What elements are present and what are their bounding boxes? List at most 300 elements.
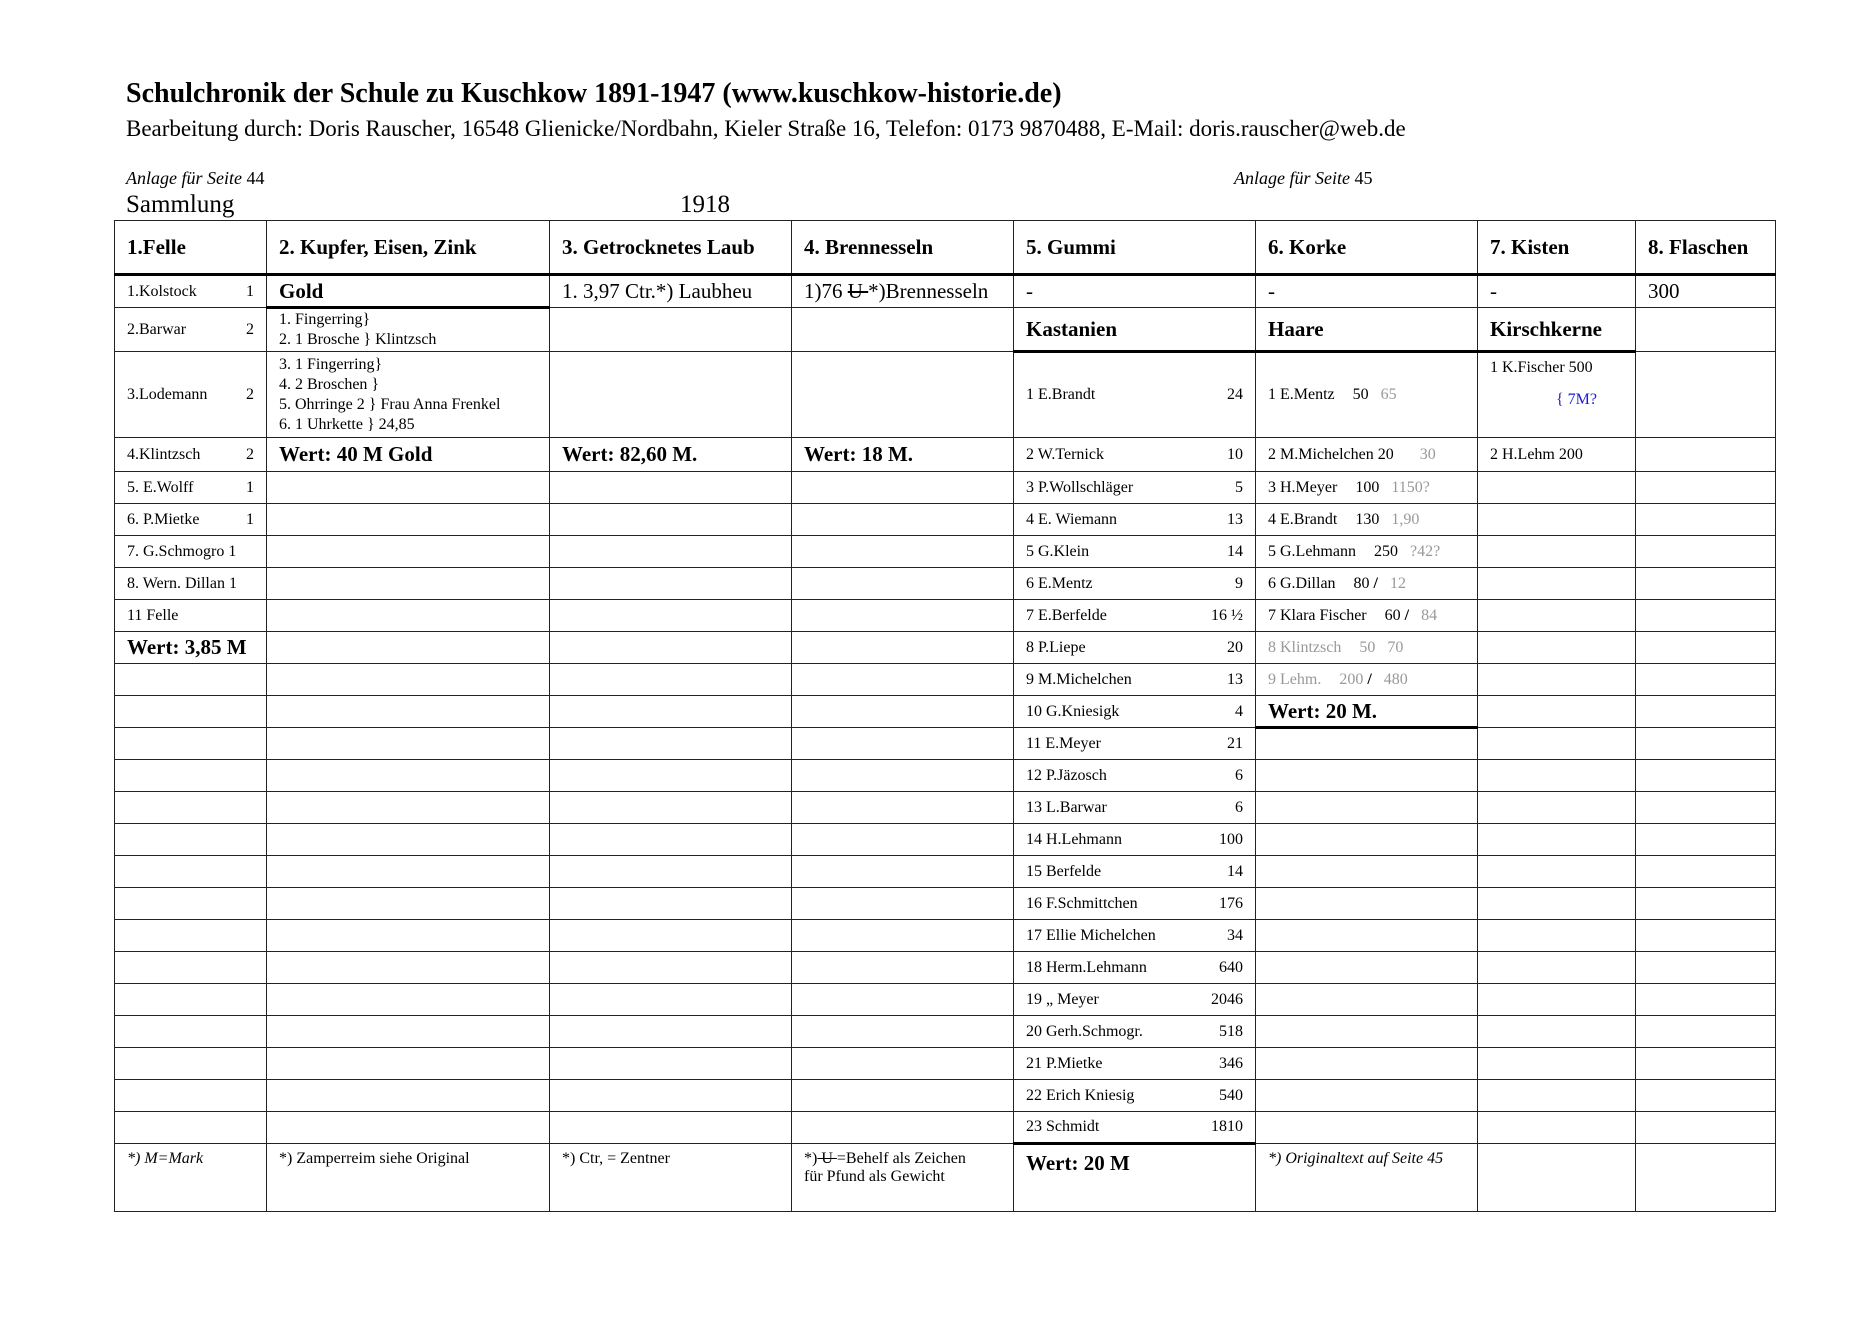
table-cell (1636, 760, 1776, 792)
entry-note: 65 (1380, 386, 1397, 403)
table-cell (115, 920, 267, 952)
entry-name: 23 Schmidt (1026, 1118, 1100, 1135)
kastanien-entry (1014, 600, 1256, 632)
table-row (115, 600, 1776, 632)
kastanien-entry (1014, 792, 1256, 824)
kastanien-entry (1014, 1112, 1256, 1144)
table-cell (1478, 1112, 1636, 1144)
table-cell (267, 696, 550, 728)
entry-name: 6. P.Mietke (127, 510, 200, 528)
felle-entry (115, 472, 267, 504)
entry-name: 4 E. Wiemann (1026, 510, 1118, 528)
entry-value: 1 (246, 478, 254, 496)
kupfer-lines: 1. Fingerring} 2. 1 Brosche } Klintzsch (279, 311, 437, 348)
entry-name: 2 W.Ternick (1026, 445, 1104, 463)
table-cell (792, 952, 1014, 984)
entry-name: 14 H.Lehmann (1026, 830, 1122, 848)
table-cell (115, 696, 267, 728)
column-header: 6. Korke (1256, 221, 1478, 275)
table-cell (792, 856, 1014, 888)
entry-value: 130 (1355, 510, 1380, 528)
table-cell (1256, 1016, 1478, 1048)
document-subtitle: Bearbeitung durch: Doris Rauscher, 16548 Glienicke/Nordbahn, Kieler Straße 16, Telefon: 0173 9870488, E-Mail: doris.rauscher@web.de (126, 116, 1406, 141)
table-cell (267, 600, 550, 632)
table-cell (267, 504, 550, 536)
entry-note: 1,90 (1391, 510, 1420, 528)
kastanien-entry (1014, 352, 1256, 438)
table-cell (1636, 568, 1776, 600)
table-cell (267, 824, 550, 856)
table-cell (267, 1016, 550, 1048)
table-cell (115, 728, 267, 760)
felle-entry (115, 536, 267, 568)
entry-name: 3 P.Wollschläger (1026, 478, 1134, 496)
table-row (115, 632, 1776, 664)
haare-entry (1256, 536, 1478, 568)
table-cell (267, 920, 550, 952)
kastanien-entry (1014, 696, 1256, 728)
table-cell (1636, 952, 1776, 984)
haare-entry (1256, 600, 1478, 632)
table-cell (1636, 856, 1776, 888)
flaschen-value: 300 (1636, 275, 1776, 308)
table-cell (550, 696, 792, 728)
table-cell (267, 728, 550, 760)
entry-value: 24 (1227, 386, 1243, 403)
entry-note: 12 (1390, 574, 1406, 592)
entry-value: 2046 (1211, 990, 1243, 1008)
felle-entry (115, 568, 267, 600)
entry-name: 2.Barwar (127, 320, 187, 338)
entry-note: ?42? (1409, 542, 1441, 560)
felle-entry (115, 438, 267, 472)
table-cell (1256, 760, 1478, 792)
kastanien-entry (1014, 920, 1256, 952)
entry-name: 11 E.Meyer (1026, 734, 1101, 752)
table-cell (792, 888, 1014, 920)
table-cell (1478, 984, 1636, 1016)
table-cell (550, 600, 792, 632)
table-cell (792, 792, 1014, 824)
table-cell (1636, 504, 1776, 536)
table-cell (792, 984, 1014, 1016)
entry-name: 3 H.Meyer (1268, 478, 1338, 496)
entry-value: 540 (1219, 1086, 1243, 1104)
entry-value: 13 (1227, 670, 1243, 688)
table-cell (792, 568, 1014, 600)
kastanien-entry (1014, 568, 1256, 600)
kastanien-entry (1014, 760, 1256, 792)
table-cell (267, 1048, 550, 1080)
kupfer-lines: 3. 1 Fingerring} 4. 2 Broschen } 5. Ohrringe 2 } Frau Anna Frenkel 6. 1 Uhrkette } 24,85 (279, 355, 501, 433)
annex-right: Anlage für Seite 45 (1234, 168, 1373, 188)
entry-name: 4 E.Brandt (1268, 510, 1338, 528)
table-cell (1478, 1016, 1636, 1048)
table-cell (550, 1112, 792, 1144)
kastanien-entry (1014, 664, 1256, 696)
table-row (115, 792, 1776, 824)
table-row (115, 438, 1776, 472)
table-cell (550, 504, 792, 536)
table-cell (550, 536, 792, 568)
table-cell (550, 1080, 792, 1112)
felle-entry (115, 504, 267, 536)
kirsch-entry: 1 K.Fischer 500 { 7M? (1478, 352, 1636, 438)
entry-value: 20 (1227, 638, 1243, 656)
entry-name: 5 G.Klein (1026, 542, 1090, 560)
haare-entry (1256, 472, 1478, 504)
table-cell (1636, 438, 1776, 472)
table-cell (792, 920, 1014, 952)
table-cell (792, 1112, 1014, 1144)
document-title: Schulchronik der Schule zu Kuschkow 1891-1947 (www.kuschkow-historie.de) (126, 78, 1062, 109)
column-header: 4. Brennesseln (792, 221, 1014, 275)
table-cell (267, 760, 550, 792)
laub-entry: 1. 3,97 Ctr.*) Laubheu (550, 275, 792, 308)
entry-name: 20 Gerh.Schmogr. (1026, 1022, 1143, 1040)
entry-value: 50 (1352, 386, 1369, 403)
entry-name: 5. E.Wolff (127, 478, 194, 496)
table-cell (550, 760, 792, 792)
table-cell (1256, 824, 1478, 856)
entry-name: 1 E.Mentz (1268, 386, 1335, 403)
annex-left: Anlage für Seite 44 (126, 168, 265, 188)
haare-wert: Wert: 20 M. (1256, 696, 1478, 728)
table-cell (550, 1016, 792, 1048)
column-header: 8. Flaschen (1636, 221, 1776, 275)
slash-mark: / (1373, 574, 1378, 592)
entry-name: 8 P.Liepe (1026, 638, 1086, 656)
table-cell (792, 472, 1014, 504)
entry-value: 2 (246, 385, 254, 403)
kastanien-entry (1014, 1048, 1256, 1080)
entry-value: 518 (1219, 1022, 1243, 1040)
table-row (115, 728, 1776, 760)
table-cell (1636, 792, 1776, 824)
table-row (115, 1080, 1776, 1112)
table-cell (1256, 792, 1478, 824)
table-cell (550, 728, 792, 760)
kastanien-entry (1014, 504, 1256, 536)
table-cell (1636, 664, 1776, 696)
table-cell (1636, 1016, 1776, 1048)
table-cell (1478, 1080, 1636, 1112)
table-cell (550, 920, 792, 952)
laub-wert: Wert: 82,60 M. (550, 438, 792, 472)
table-row (115, 920, 1776, 952)
table-row (115, 568, 1776, 600)
table-cell (1256, 1112, 1478, 1144)
table-cell (550, 888, 792, 920)
table-cell (267, 1080, 550, 1112)
kirsch-note: { 7M? (1556, 391, 1598, 408)
felle-entry (115, 275, 267, 308)
entry-value: 13 (1227, 510, 1243, 528)
entry-name: 3.Lodemann (127, 385, 208, 403)
footnote-pfund: *) U =Behelf als Zeichen für Pfund als Gewicht (792, 1144, 1014, 1212)
table-row (115, 536, 1776, 568)
table-row (115, 664, 1776, 696)
entry-value: 640 (1219, 958, 1243, 976)
entry-value: 6 (1235, 798, 1243, 816)
slash-mark: / (1404, 606, 1410, 624)
table-cell (550, 568, 792, 600)
haare-entry (1256, 664, 1478, 696)
kastanien-entry (1014, 1080, 1256, 1112)
felle-entry (115, 352, 267, 438)
entry-name: 17 Ellie Michelchen (1026, 926, 1156, 944)
entry-name: 12 P.Jäzosch (1026, 766, 1107, 784)
entry-name: 8 Klintzsch (1268, 638, 1342, 656)
column-header: 2. Kupfer, Eisen, Zink (267, 221, 550, 275)
felle-entry (115, 600, 267, 632)
kastanien-entry (1014, 952, 1256, 984)
entry-name: 15 Berfelde (1026, 862, 1102, 880)
table-cell (115, 984, 267, 1016)
table-cell (1636, 1048, 1776, 1080)
table-row (115, 856, 1776, 888)
table-cell (792, 728, 1014, 760)
haare-entry (1256, 632, 1478, 664)
table-cell (550, 632, 792, 664)
table-cell (1478, 824, 1636, 856)
table-cell (1256, 952, 1478, 984)
entry-value: 14 (1227, 862, 1243, 880)
nessel-wert: Wert: 18 M. (792, 438, 1014, 472)
table-cell (267, 792, 550, 824)
table-row (115, 352, 1776, 438)
table-cell (1478, 632, 1636, 664)
kastanien-entry (1014, 824, 1256, 856)
table-cell (1478, 920, 1636, 952)
entry-value: 34 (1227, 926, 1243, 944)
entry-value: 176 (1219, 894, 1243, 912)
kastanien-wert: Wert: 20 M (1014, 1144, 1256, 1212)
entry-value: 1810 (1211, 1118, 1243, 1135)
table-row (115, 696, 1776, 728)
entry-name: 7 E.Berfelde (1026, 606, 1107, 624)
table-cell (792, 1016, 1014, 1048)
entry-value: 1 (246, 510, 254, 528)
entry-value: 2 (246, 445, 254, 463)
table-cell (115, 760, 267, 792)
entry-value: 14 (1227, 542, 1243, 560)
table-cell (267, 536, 550, 568)
entry-name: 21 P.Mietke (1026, 1054, 1103, 1072)
table-cell (550, 308, 792, 352)
table-cell (550, 792, 792, 824)
table-cell (1478, 1144, 1636, 1212)
entry-name: 7. G.Schmogro 1 (127, 542, 237, 560)
entry-value: 50 (1359, 638, 1376, 656)
table-row (115, 1144, 1776, 1212)
entry-value: 2 (246, 320, 254, 338)
table-cell (267, 888, 550, 920)
table-cell (1636, 888, 1776, 920)
slash-mark: / (1367, 670, 1372, 688)
table-row (115, 952, 1776, 984)
kupfer-wert: Wert: 40 M Gold (267, 438, 550, 472)
table-cell (1478, 600, 1636, 632)
haare-entry (1256, 438, 1478, 472)
entry-note: 1150? (1391, 478, 1430, 496)
entry-name: 6 E.Mentz (1026, 574, 1093, 592)
kupfer-lines (267, 352, 550, 438)
entry-value: 80 (1353, 574, 1370, 592)
kirsch-entry: 2 H.Lehm 200 (1478, 438, 1636, 472)
table-cell (1636, 632, 1776, 664)
table-cell (1478, 504, 1636, 536)
table-row (115, 1112, 1776, 1144)
table-cell (1478, 696, 1636, 728)
table-row (115, 504, 1776, 536)
entry-name: 9 M.Michelchen (1026, 670, 1132, 688)
kastanien-entry (1014, 1016, 1256, 1048)
table-cell (550, 952, 792, 984)
kastanien-entry (1014, 984, 1256, 1016)
korke-value: - (1256, 275, 1478, 308)
table-cell (1636, 1112, 1776, 1144)
table-row (115, 760, 1776, 792)
felle-wert: Wert: 3,85 M (115, 632, 267, 664)
table-cell (115, 792, 267, 824)
subheading-haare: Haare (1256, 308, 1478, 352)
table-cell (792, 352, 1014, 438)
table-row (115, 275, 1776, 308)
haare-entry (1256, 504, 1478, 536)
entry-name: 1 E.Brandt (1026, 386, 1096, 403)
table-cell (115, 952, 267, 984)
kastanien-entry (1014, 856, 1256, 888)
entry-name: 2 M.Michelchen 20 (1268, 445, 1394, 463)
table-cell (1636, 536, 1776, 568)
table-cell (792, 632, 1014, 664)
table-cell (1636, 472, 1776, 504)
kastanien-entry (1014, 632, 1256, 664)
table-cell (1636, 308, 1776, 352)
entry-name: 10 G.Kniesigk (1026, 702, 1120, 720)
table-cell (792, 308, 1014, 352)
table-cell (792, 504, 1014, 536)
table-cell (115, 664, 267, 696)
entry-name: 9 Lehm. (1268, 670, 1322, 688)
entry-name: 5 G.Lehmann (1268, 542, 1356, 560)
table-cell (267, 472, 550, 504)
table-cell (792, 760, 1014, 792)
haare-entry (1256, 568, 1478, 600)
kisten-value: - (1478, 275, 1636, 308)
entry-name: 1.Kolstock (127, 282, 197, 300)
entry-value: 200 (1339, 670, 1364, 688)
entry-value: 100 (1355, 478, 1380, 496)
table-cell (1478, 568, 1636, 600)
collection-table (114, 220, 1776, 1212)
column-header: 5. Gummi (1014, 221, 1256, 275)
table-cell (115, 888, 267, 920)
table-cell (1478, 760, 1636, 792)
table-cell (1256, 920, 1478, 952)
column-header: 3. Getrocknetes Laub (550, 221, 792, 275)
table-cell (1478, 792, 1636, 824)
table-cell (267, 984, 550, 1016)
year-label: 1918 (680, 191, 730, 218)
collection-label: Sammlung (126, 191, 235, 218)
kastanien-entry (1014, 438, 1256, 472)
footnote-mark: *) M=Mark (115, 1144, 267, 1212)
table-cell (1256, 728, 1478, 760)
table-cell (1636, 824, 1776, 856)
kastanien-entry (1014, 536, 1256, 568)
table-cell (115, 1016, 267, 1048)
entry-name: 8. Wern. Dillan 1 (127, 574, 237, 592)
table-cell (1636, 984, 1776, 1016)
table-cell (550, 984, 792, 1016)
table-cell (1256, 888, 1478, 920)
table-cell (1636, 1144, 1776, 1212)
table-row (115, 221, 1776, 275)
footnote-zamperreim: *) Zamperreim siehe Original (267, 1144, 550, 1212)
table-cell (1478, 952, 1636, 984)
table-cell (792, 664, 1014, 696)
table-row (115, 1016, 1776, 1048)
table-cell (1636, 728, 1776, 760)
table-cell (1256, 1080, 1478, 1112)
entry-value: 16 ½ (1211, 606, 1243, 624)
table-cell (267, 1112, 550, 1144)
table-cell (115, 824, 267, 856)
entry-name: 4.Klintzsch (127, 445, 201, 463)
kastanien-entry (1014, 472, 1256, 504)
table-cell (1256, 856, 1478, 888)
entry-name: 16 F.Schmittchen (1026, 894, 1138, 912)
table-cell (792, 1048, 1014, 1080)
entry-value: 5 (1235, 478, 1243, 496)
subheading-kirschkerne: Kirschkerne (1478, 308, 1636, 352)
table-cell (267, 856, 550, 888)
entry-value: 21 (1227, 734, 1243, 752)
table-cell (792, 696, 1014, 728)
table-cell (267, 568, 550, 600)
table-cell (115, 856, 267, 888)
entry-value: 60 (1384, 606, 1401, 624)
table-cell (1478, 1048, 1636, 1080)
table-cell (1478, 664, 1636, 696)
felle-entry (115, 308, 267, 352)
kupfer-lines (267, 308, 550, 352)
table-cell (1478, 728, 1636, 760)
column-header: 1.Felle (115, 221, 267, 275)
table-cell (115, 1048, 267, 1080)
table-cell (792, 824, 1014, 856)
table-row (115, 1048, 1776, 1080)
table-cell (550, 472, 792, 504)
footnote-zentner: *) Ctr, = Zentner (550, 1144, 792, 1212)
footnote-original: *) Originaltext auf Seite 45 (1256, 1144, 1478, 1212)
entry-value: 6 (1235, 766, 1243, 784)
table-cell (792, 600, 1014, 632)
entry-note: 70 (1387, 638, 1404, 656)
entry-note: 84 (1421, 606, 1438, 624)
entry-name: 6 G.Dillan (1268, 574, 1336, 592)
table-cell (550, 856, 792, 888)
table-cell (1256, 1048, 1478, 1080)
haare-entry (1256, 352, 1478, 438)
table-cell (1256, 984, 1478, 1016)
table-cell (550, 1048, 792, 1080)
table-cell (1636, 920, 1776, 952)
table-cell (115, 1080, 267, 1112)
entry-value: 250 (1373, 542, 1398, 560)
